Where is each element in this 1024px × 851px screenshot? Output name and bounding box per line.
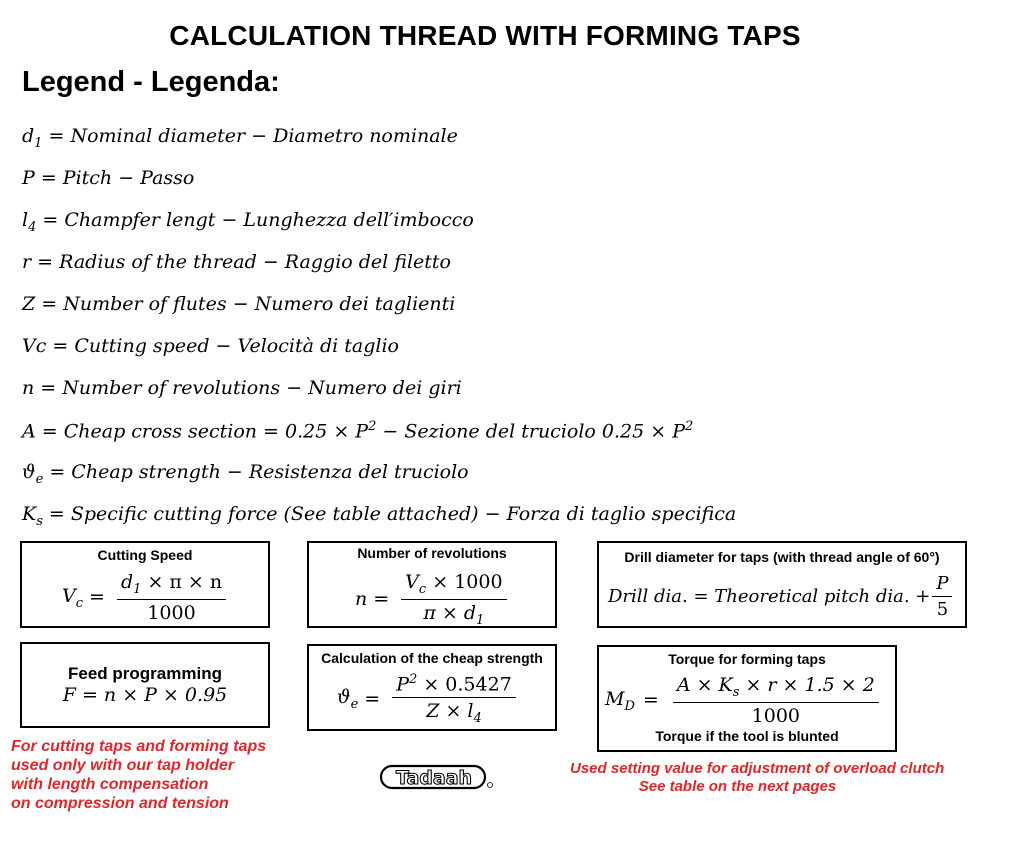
legend-item-ks: $K_s$ = Specific cutting force (See table attached) − Forza di taglio specifica	[22, 503, 737, 529]
drill-diameter-formula: Drill dia. = Theoretical pitch dia. + $\frac{P}{5}$	[608, 573, 958, 620]
revolutions-formula: n = $\frac{V_c \times 1000}{\pi \times d_1}$	[355, 571, 513, 628]
page-title: CALCULATION THREAD WITH FORMING TAPS	[169, 20, 801, 51]
cutting-speed-title: Cutting Speed	[97, 547, 193, 563]
cutting-speed-box	[20, 541, 270, 628]
legend-item-l4: $l_4$ = Champfer lengt − Lunghezza dell′imbocco	[22, 209, 474, 235]
legend-item-theta-e: $ϑ_e$ = Cheap strength − Resistenza del truciolo	[22, 461, 469, 487]
cutting-speed-formula: $V_c$ = $\frac{d_1 \times \pi \times n}{1000}$	[62, 571, 232, 624]
tadaah-logo	[380, 764, 494, 790]
feed-programming-box	[20, 642, 270, 728]
legend-item-d1: $d_1$ = Nominal diameter − Diametro nominale	[22, 125, 458, 151]
cheap-strength-formula: $ϑ_e$ = $\frac{P^2 \times 0.5427}{Z \times l_4}$	[337, 672, 522, 726]
torque-title: Torque for forming taps	[668, 651, 826, 667]
legend-item-a: A = Cheap cross section = $0.25 \times P^2$ − Sezione del truciolo $0.25 \times P^2$	[22, 419, 694, 443]
torque-formula: $M_D$ = $\frac{A \times K_s \times r \times 1.5 \times 2}{1000}$	[605, 674, 885, 727]
legend-item-n: n = Number of revolutions − Numero dei giri	[22, 377, 462, 399]
legend-item-p: P = Pitch − Passo	[22, 167, 195, 189]
cheap-strength-box	[307, 644, 557, 731]
drill-diameter-box	[597, 541, 967, 628]
cheap-strength-title: Calculation of the cheap strength	[321, 650, 543, 666]
legend-item-r: r = Radius of the thread − Raggio del filetto	[22, 251, 451, 273]
feed-programming-title: Feed programming	[68, 664, 222, 683]
legend-item-z: Z = Number of flutes − Numero dei taglienti	[22, 293, 456, 315]
revolutions-title: Number of revolutions	[357, 545, 507, 561]
left-note: For cutting taps and forming taps used only with our tap holder with length compensation on compression and tension	[11, 738, 267, 812]
drill-diameter-title: Drill diameter for taps (with thread angle of 60°)	[624, 549, 940, 565]
torque-box	[597, 645, 897, 752]
torque-footer: Torque if the tool is blunted	[655, 728, 839, 744]
right-note: Used setting value for adjustment of overload clutch See table on the next pages	[570, 760, 945, 795]
tadaah-logo-mark	[380, 764, 494, 790]
tadaah-logo-text: Tadaah	[395, 767, 473, 789]
legend-heading: Legend - Legenda:	[22, 66, 280, 98]
feed-programming-formula: F = n × P × 0.95	[62, 684, 228, 706]
revolutions-box	[307, 541, 557, 628]
legend-item-vc: Vc = Cutting speed − Velocità di taglio	[22, 335, 399, 357]
